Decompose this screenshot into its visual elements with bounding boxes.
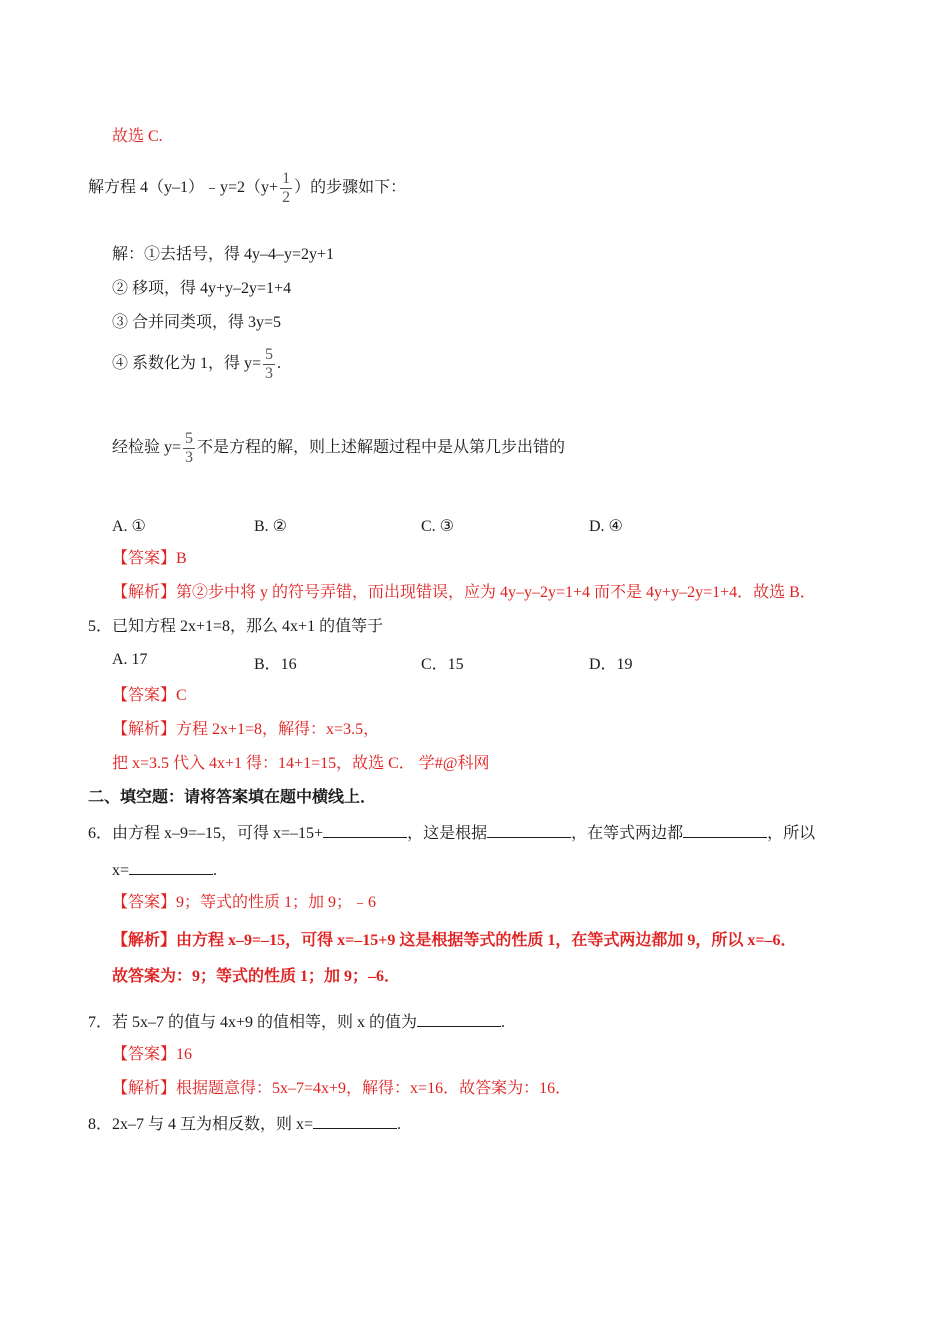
section-heading: 二、填空题：请将答案填在题中横线上．	[88, 789, 377, 806]
q6-stem-continued	[112, 858, 217, 882]
q7-stem	[88, 1010, 505, 1034]
q4-check-text: 经检验 y=	[112, 439, 182, 457]
q6-stem-part-1: 6．由方程 x–9=–15，可得 x=–15+	[88, 825, 324, 842]
q4-step-4-end: .	[277, 355, 282, 373]
q6-stem-part-3: ，在等式两边都	[571, 825, 684, 842]
q5-answer: 【答案】C	[112, 687, 187, 704]
q4-step-4-fraction: $\frac{5}{3}$	[265, 346, 274, 382]
q6-stem-end: .	[213, 862, 218, 879]
q4-answer: 【答案】B	[112, 550, 187, 567]
q6-analysis-2: 故答案为：9；等式的性质 1；加 9；–6．	[112, 968, 401, 985]
q6-blank-2	[487, 821, 571, 838]
q5-stem: 5．已知方程 2x+1=8，那么 4x+1 的值等于	[88, 618, 384, 635]
q8-stem-text: 8．2x–7 与 4 互为相反数，则 x=	[88, 1116, 314, 1133]
q6-blank-1	[323, 821, 407, 838]
q4-step-2: ② 移项，得 4y+y–2y=1+4	[112, 280, 292, 297]
q4-step-4	[112, 346, 281, 383]
q4-option-d: D. ④	[589, 518, 623, 535]
q6-stem-part-4: ，所以	[767, 825, 816, 842]
q4-step-3: ③ 合并同类项，得 3y=5	[112, 314, 282, 331]
q7-answer: 【答案】16	[112, 1046, 193, 1063]
q4-option-c: C. ③	[421, 518, 455, 535]
q4-stem-text-end: ）的步骤如下：	[294, 179, 407, 197]
q6-blank-3	[683, 821, 767, 838]
q3-conclusion: 故选 C.	[112, 128, 163, 145]
q5-analysis-1: 【解析】方程 2x+1=8，解得：x=3.5，	[112, 721, 380, 738]
q6-analysis-1: 【解析】由方程 x–9=–15，可得 x=–15+9 这是根据等式的性质 1，在等式两边都加 9，所以 x=–6．	[112, 932, 797, 949]
q6-stem-part-5: x=	[112, 862, 130, 879]
q4-stem-text: 解方程 4（y–1）﹣y=2（y+	[88, 179, 279, 197]
q7-stem-text: 7．若 5x–7 的值与 4x+9 的值相等，则 x 的值为	[88, 1014, 418, 1031]
q8-stem-end: .	[397, 1116, 402, 1133]
q6-answer: 【答案】9；等式的性质 1；加 9；﹣6	[112, 894, 377, 911]
q4-stem-fraction: $\frac{1}{2}$	[282, 170, 291, 206]
q8-blank	[313, 1112, 397, 1129]
q8-stem	[88, 1112, 401, 1136]
q5-option-c: C．15	[421, 656, 464, 673]
q4-stem	[88, 170, 406, 207]
q6-stem-part-2: ，这是根据	[407, 825, 488, 842]
q5-option-a: A. 17	[112, 651, 148, 668]
q6-blank-4	[129, 858, 213, 875]
q4-check-fraction: $\frac{5}{3}$	[185, 430, 194, 466]
q4-step-4-text: ④ 系数化为 1，得 y=	[112, 355, 262, 373]
q7-blank	[417, 1010, 501, 1027]
q7-stem-end: .	[501, 1014, 506, 1031]
q6-stem	[88, 821, 815, 845]
q4-step-1: 解：①去括号，得 4y–4–y=2y+1	[112, 246, 335, 263]
q5-option-d: D．19	[589, 656, 633, 673]
q7-analysis: 【解析】根据题意得：5x–7=4x+9，解得：x=16．故答案为：16．	[112, 1080, 572, 1097]
q4-check	[112, 430, 565, 467]
q5-analysis-2: 把 x=3.5 代入 4x+1 得：14+1=15，故选 C． 学#@科网	[112, 755, 490, 772]
q4-option-b: B. ②	[254, 518, 288, 535]
q4-option-a: A. ①	[112, 518, 146, 535]
q4-analysis: 【解析】第②步中将 y 的符号弄错，而出现错误，应为 4y–y–2y=1+4 而不是 4y+y–2y=1+4．故选 B．	[112, 584, 816, 601]
q4-check-end: 不是方程的解，则上述解题过程中是从第几步出错的	[197, 439, 566, 457]
q5-option-b: B．16	[254, 656, 297, 673]
